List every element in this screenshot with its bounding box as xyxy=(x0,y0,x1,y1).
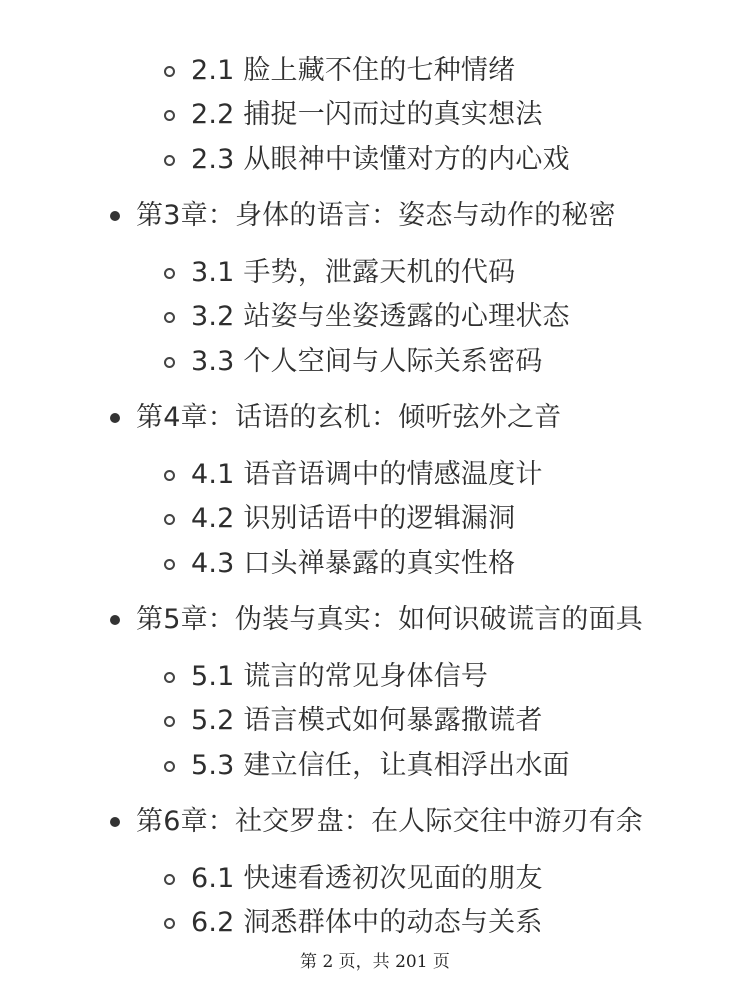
toc-section-label: 3.3 个人空间与人际关系密码 xyxy=(191,346,543,377)
toc-section-label: 4.2 识别话语中的逻辑漏洞 xyxy=(191,503,516,534)
toc-section-label: 3.1 手势，泄露天机的代码 xyxy=(191,257,516,288)
toc-chapter-item xyxy=(110,600,643,640)
toc-section-label: 2.3 从眼神中读懂对方的内心戏 xyxy=(191,144,570,175)
toc-section-item xyxy=(164,140,570,180)
circle-bullet-icon xyxy=(164,357,175,368)
circle-bullet-icon xyxy=(164,559,175,570)
circle-bullet-icon xyxy=(164,66,175,77)
circle-bullet-icon xyxy=(164,761,175,772)
toc-chapter-item xyxy=(110,802,643,842)
toc-section-item xyxy=(164,859,543,899)
toc-section-item xyxy=(164,499,515,539)
page-footer: 第 2 页，共 201 页 xyxy=(300,952,450,972)
circle-bullet-icon xyxy=(164,268,175,279)
toc-section-label: 6.2 洞悉群体中的动态与关系 xyxy=(191,907,543,938)
disc-bullet-icon xyxy=(110,817,120,827)
toc-section-label: 5.3 建立信任，让真相浮出水面 xyxy=(191,750,570,781)
toc-section-item xyxy=(164,342,543,382)
toc-section-item xyxy=(164,51,515,91)
toc-section-label: 2.2 捕捉一闪而过的真实想法 xyxy=(191,99,543,130)
toc-section-label: 5.1 谎言的常见身体信号 xyxy=(191,661,489,692)
toc-section-item xyxy=(164,253,515,293)
toc-section-item xyxy=(164,701,543,741)
toc-section-item xyxy=(164,95,543,135)
disc-bullet-icon xyxy=(110,413,120,423)
circle-bullet-icon xyxy=(164,110,175,121)
toc-section-item xyxy=(164,297,570,337)
toc-section-item xyxy=(164,903,543,943)
disc-bullet-icon xyxy=(110,211,120,221)
toc-section-item xyxy=(164,657,488,697)
toc-chapter-item xyxy=(110,196,616,236)
toc-chapter-label: 第3章：身体的语言：姿态与动作的秘密 xyxy=(136,200,616,231)
toc-section-label: 4.3 口头禅暴露的真实性格 xyxy=(191,548,516,579)
toc-section-label: 6.1 快速看透初次见面的朋友 xyxy=(191,863,543,894)
toc-section-label: 3.2 站姿与坐姿透露的心理状态 xyxy=(191,301,570,332)
circle-bullet-icon xyxy=(164,312,175,323)
disc-bullet-icon xyxy=(110,615,120,625)
toc-section-label: 2.1 脸上藏不住的七种情绪 xyxy=(191,55,516,86)
toc-chapter-label: 第5章：伪装与真实：如何识破谎言的面具 xyxy=(136,604,643,635)
circle-bullet-icon xyxy=(164,874,175,885)
toc-section-item xyxy=(164,544,515,584)
circle-bullet-icon xyxy=(164,672,175,683)
toc-section-label: 5.2 语言模式如何暴露撒谎者 xyxy=(191,705,543,736)
toc-chapter-label: 第4章：话语的玄机：倾听弦外之音 xyxy=(136,402,562,433)
circle-bullet-icon xyxy=(164,514,175,525)
circle-bullet-icon xyxy=(164,155,175,166)
toc-section-item xyxy=(164,455,543,495)
toc-section-item xyxy=(164,746,570,786)
circle-bullet-icon xyxy=(164,918,175,929)
toc-section-label: 4.1 语音语调中的情感温度计 xyxy=(191,459,543,490)
toc-chapter-label: 第6章：社交罗盘：在人际交往中游刃有余 xyxy=(136,806,643,837)
circle-bullet-icon xyxy=(164,716,175,727)
toc-chapter-item xyxy=(110,398,561,438)
circle-bullet-icon xyxy=(164,470,175,481)
